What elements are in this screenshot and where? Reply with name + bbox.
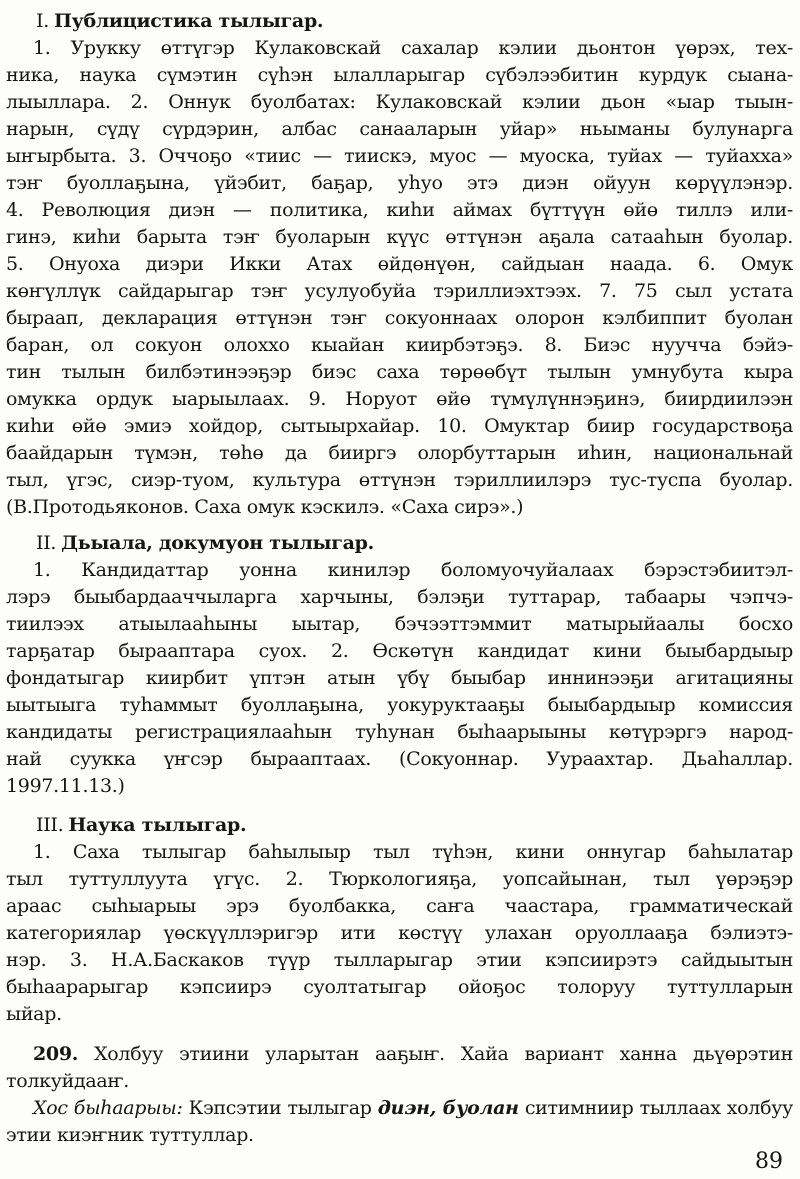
text-line: най суукка үҥсэр бырааптаах. (Сокуоннар. Уураахтар. Дьаһаллар. bbox=[6, 748, 793, 770]
exercise-line: толкуйдааҥ. bbox=[6, 1070, 130, 1092]
note-label: Хос быһаарыы: bbox=[33, 1097, 183, 1119]
text-line: баайдарын түмэн, төһө да бииргэ олорбуттарын иһин, национальнай bbox=[6, 442, 793, 464]
section-3-numeral: III. bbox=[36, 814, 64, 836]
text-line: нэр. 3. Н.А.Баскаков түүр тылларыгар этии кэпсиирэтэ сайдыытын bbox=[6, 949, 793, 971]
text-line: баран, ол сокуон олоххо кыайан киирбэтэҕэ. 8. Биэс нуучча бэйэ- bbox=[6, 334, 793, 356]
exercise-line bbox=[6, 1041, 793, 1068]
section-3-title: Наука тылыгар. bbox=[68, 814, 247, 836]
text-line: тэҥ буоллаҕына, үйэбит, баҕар, уһуо этэ диэн ойуун көрүүлэнэр. bbox=[6, 172, 793, 194]
exercise-number: 209. bbox=[33, 1043, 79, 1065]
text-line: фондатыгар киирбит үптэн атын үбү быыбар иннинээҕи агитацияны bbox=[6, 667, 793, 689]
section-2-title: Дьыала, докумуон тылыгар. bbox=[61, 532, 374, 554]
section-heading-3 bbox=[6, 812, 793, 839]
text-line: лэрэ быыбардааччыларга харчыны, бэлэҕи туттарар, табаары чэпчэ- bbox=[6, 586, 793, 608]
note-text: Кэпсэтии тылыгар bbox=[188, 1097, 372, 1119]
note-line: этии киэҥник туттуллар. bbox=[6, 1124, 254, 1146]
text-line: нарын, сүдү сүрдэрин, албас санааларын уйар» ньыманы булунарга bbox=[6, 118, 793, 140]
text-line: ника, наука сүмэтин сүһэн ылалларыгар сүбэлээбитин курдук сыана- bbox=[6, 64, 793, 86]
section-heading-2 bbox=[6, 530, 793, 557]
text-line: быһаарарыгар кэпсиирэ суолтатыгар ойоҕос толоруу туттулларын bbox=[6, 976, 793, 998]
text-line: тыл, үгэс, сиэр-туом, культура өттүнэн тэриллиилэрэ тус-туспа буолар. bbox=[6, 469, 793, 491]
section-1-title: Публицистика тылыгар. bbox=[53, 10, 324, 32]
text-line: категориялар үөскүүллэригэр ити көстүү улахан оруоллааҕа бэлиэтэ- bbox=[6, 922, 793, 944]
text-line: кандидаты регистрациялааһын туһунан быһаарыыны көтүрэргэ народ- bbox=[6, 721, 793, 743]
text-line: быраап, декларация өттүнэн тэҥ сокуоннаах олорон кэлбиппит буолан bbox=[6, 307, 793, 329]
text-line-source: (В.Протодьяконов. Саха омук кэскилэ. «Саха сирэ».) bbox=[6, 496, 524, 518]
text-line: тин тылын билбэтинээҕэр биэс саха төрөөбүт тылын умнубута кыра bbox=[6, 361, 793, 383]
text-line: ыҥырбыта. 3. Оччоҕо «тиис — тиискэ, муос — муоска, туйах — туйахха» bbox=[6, 145, 793, 167]
section-2-numeral: II. bbox=[36, 532, 57, 554]
text-line-date: 1997.11.13.) bbox=[6, 775, 125, 797]
text-line: лыыллара. 2. Оннук буолбатах: Кулаковскай кэлии дьон «ыар тыын- bbox=[6, 91, 793, 113]
text-line: ыытыыга туһаммыт буоллаҕына, уокуруктааҕы быыбардыыр комиссия bbox=[6, 694, 793, 716]
page-number: 89 bbox=[755, 1149, 783, 1174]
text-line: ыйар. bbox=[6, 1003, 62, 1025]
text-line: 4. Революция диэн — политика, киһи аймах бүттүүн өйө тиллэ или- bbox=[6, 199, 793, 221]
text-line: тыл туттуллуута үгүс. 2. Тюркологияҕа, уопсайынан, тыл үөрэҕэр bbox=[6, 868, 793, 890]
text-line: араас сыһыарыы эрэ буолбакка, саҥа чаастара, грамматическай bbox=[6, 895, 793, 917]
text-line: 1. Урукку өттүгэр Кулаковскай сахалар кэлии дьонтон үөрэх, тех- bbox=[33, 37, 793, 59]
text-line: көҥүллүк сайдарыгар тэҥ усулуобуйа тэриллиэхтээх. 7. 75 сыл устата bbox=[6, 280, 793, 302]
note-emphasis: диэн, буолан bbox=[377, 1097, 519, 1119]
text-line: 1. Саха тылыгар баһылыыр тыл түһэн, кини оннугар баһылатар bbox=[33, 841, 793, 863]
text-line: тиилээх атыылааһыны ыытар, бэчээттэммит матырыйаалы босхо bbox=[6, 613, 793, 635]
text-line: тарҕатар бырааптара суох. 2. Өскөтүн кандидат кини быыбардыыр bbox=[6, 640, 793, 662]
note-text: ситимниир тыллаах холбуу bbox=[524, 1097, 793, 1119]
note-line bbox=[6, 1095, 793, 1122]
section-heading-1 bbox=[6, 8, 793, 35]
text-line: 1. Кандидаттар уонна кинилэр боломуочуйалаах бэрэстэбиитэл- bbox=[33, 559, 793, 581]
text-line: киһи өйө эмиэ хойдор, сытыырхайар. 10. Омуктар биир государствоҕа bbox=[6, 415, 793, 437]
section-1-numeral: I. bbox=[36, 10, 49, 32]
text-line: 5. Онуоха диэри Икки Атах өйдөнүөн, сайдыан наада. 6. Омук bbox=[6, 253, 793, 275]
exercise-instruction: Холбуу этиини уларытан ааҕыҥ. Хайа вариант ханна дьүөрэтин bbox=[94, 1043, 793, 1065]
text-line: гинэ, киһи барыта тэҥ буоларын күүс өттүнэн аҕала сатааһын буолар. bbox=[6, 226, 793, 248]
text-line: омукка ордук ыарыылаах. 9. Норуот өйө түмүлүннэҕинэ, биирдиилээн bbox=[6, 388, 793, 410]
